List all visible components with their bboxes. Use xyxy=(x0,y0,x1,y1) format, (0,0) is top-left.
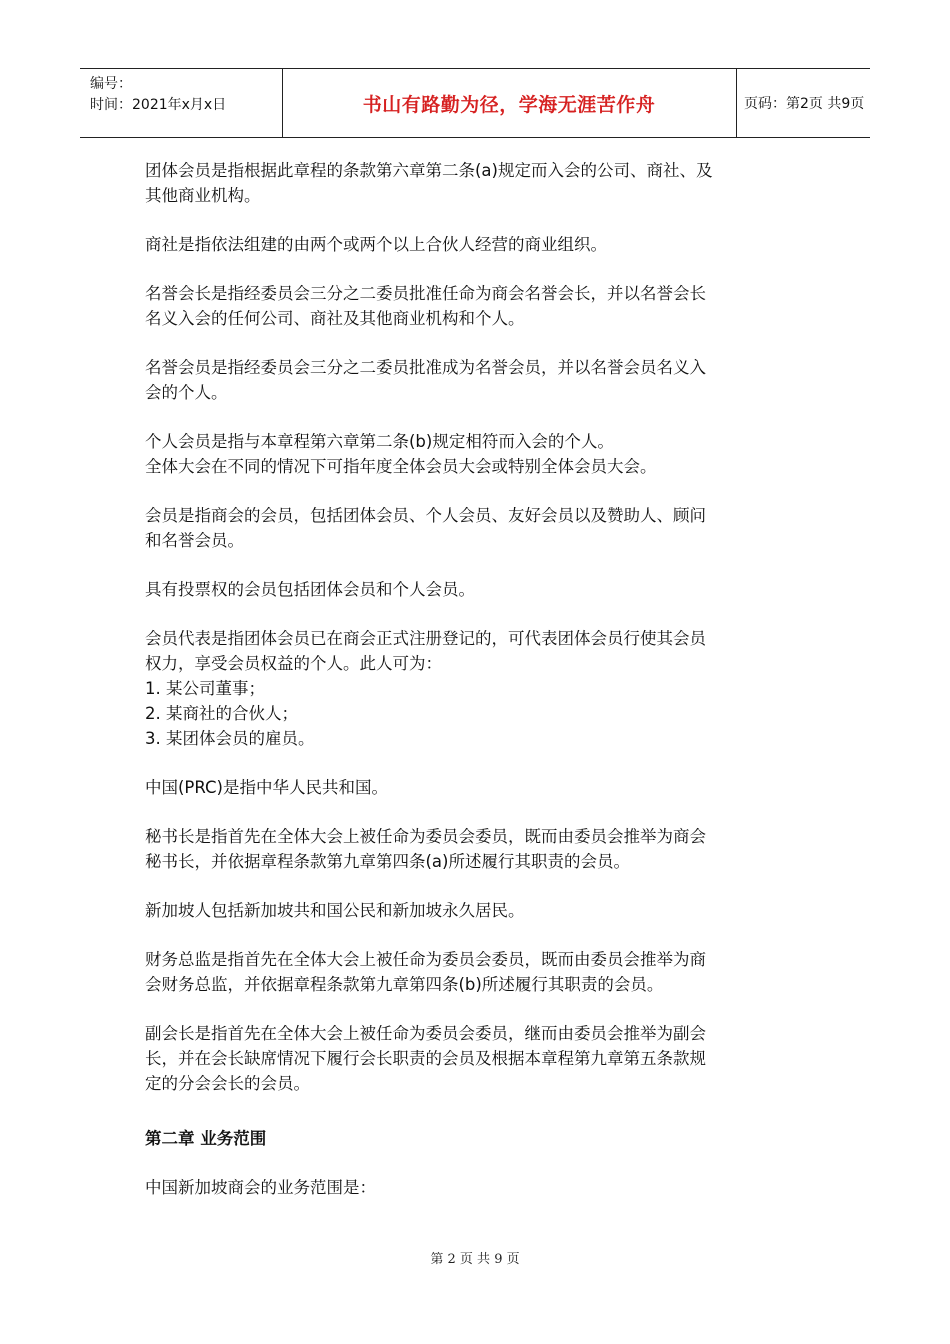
paragraph-line: 定的分会会长的会员。 xyxy=(145,1074,310,1093)
paragraph-line: 会员代表是指团体会员已在商会正式注册登记的，可代表团体会员行使其会员 xyxy=(145,629,706,648)
paragraph xyxy=(145,429,813,479)
paragraph-line: 会的个人。 xyxy=(145,383,228,402)
paragraph xyxy=(145,281,813,331)
paragraph xyxy=(145,577,813,602)
paragraph-line: 和名誉会员。 xyxy=(145,531,244,550)
paragraph-line: 秘书长是指首先在全体大会上被任命为委员会委员，既而由委员会推举为商会 xyxy=(145,827,706,846)
paragraph-line: 具有投票权的会员包括团体会员和个人会员。 xyxy=(145,580,475,599)
paragraph xyxy=(145,158,813,208)
paragraph-line: 长，并在会长缺席情况下履行会长职责的会员及根据本章程第九章第五条款规 xyxy=(145,1049,706,1068)
paragraph-line: 秘书长，并依据章程条款第九章第四条(a)所述履行其职责的会员。 xyxy=(145,852,630,871)
paragraph-line: 名义入会的任何公司、商社及其他商业机构和个人。 xyxy=(145,309,525,328)
paragraph-line: 3. 某团体会员的雇员。 xyxy=(145,729,315,748)
paragraph-line: 商社是指依法组建的由两个或两个以上合伙人经营的商业组织。 xyxy=(145,235,607,254)
paragraph-line: 个人会员是指与本章程第六章第二条(b)规定相符而入会的个人。 xyxy=(145,432,614,451)
header-motto-cell xyxy=(282,69,737,137)
paragraph-line: 名誉会长是指经委员会三分之二委员批准任命为商会名誉会长，并以名誉会长 xyxy=(145,284,706,303)
paragraph xyxy=(145,824,813,874)
paragraph-line: 全体大会在不同的情况下可指年度全体会员大会或特别全体会员大会。 xyxy=(145,457,657,476)
paragraph-line: 团体会员是指根据此章程的条款第六章第二条(a)规定而入会的公司、商社、及 xyxy=(145,161,713,180)
paragraph-line: 其他商业机构。 xyxy=(145,186,261,205)
paragraph xyxy=(145,626,813,751)
document-body xyxy=(145,158,813,1224)
page-footer: 第 2 页 共 9 页 xyxy=(430,1252,520,1267)
header-meta-cell xyxy=(80,69,283,137)
paragraph-line: 2. 某商社的合伙人； xyxy=(145,704,298,723)
paragraph-line: 会员是指商会的会员，包括团体会员、个人会员、友好会员以及赞助人、顾问 xyxy=(145,506,706,525)
paragraph-line: 中国(PRC)是指中华人民共和国。 xyxy=(145,778,388,797)
paragraph-line: 副会长是指首先在全体大会上被任命为委员会委员，继而由委员会推举为副会 xyxy=(145,1024,706,1043)
number-label: 编号： xyxy=(90,76,132,92)
paragraph-line: 名誉会员是指经委员会三分之二委员批准成为名誉会员，并以名誉会员名义入 xyxy=(145,358,706,377)
header-motto: 书山有路勤为径，学海无涯苦作舟 xyxy=(362,93,656,116)
page-header xyxy=(80,68,870,138)
paragraph-line: 会财务总监，并依据章程条款第九章第四条(b)所述履行其职责的会员。 xyxy=(145,975,664,994)
paragraph xyxy=(145,898,813,923)
time-label: 时间：2021年x月x日 xyxy=(90,97,227,113)
paragraph-line: 1. 某公司董事； xyxy=(145,679,265,698)
header-page-cell xyxy=(736,69,870,137)
chapter-heading: 第二章 业务范围 xyxy=(145,1129,267,1148)
paragraph-line: 新加坡人包括新加坡共和国公民和新加坡永久居民。 xyxy=(145,901,525,920)
header-page-info: 页码：第2页 共9页 xyxy=(744,96,865,112)
paragraph xyxy=(145,947,813,997)
paragraph xyxy=(145,1021,813,1096)
paragraph-line: 财务总监是指首先在全体大会上被任命为委员会委员，既而由委员会推举为商 xyxy=(145,950,706,969)
paragraph xyxy=(145,503,813,553)
paragraph xyxy=(145,355,813,405)
paragraph xyxy=(145,775,813,800)
paragraph-line: 权力，享受会员权益的个人。此人可为： xyxy=(145,654,442,673)
scope-intro-paragraph: 中国新加坡商会的业务范围是： xyxy=(145,1178,376,1197)
paragraph xyxy=(145,232,813,257)
definitions-list xyxy=(145,158,813,1096)
